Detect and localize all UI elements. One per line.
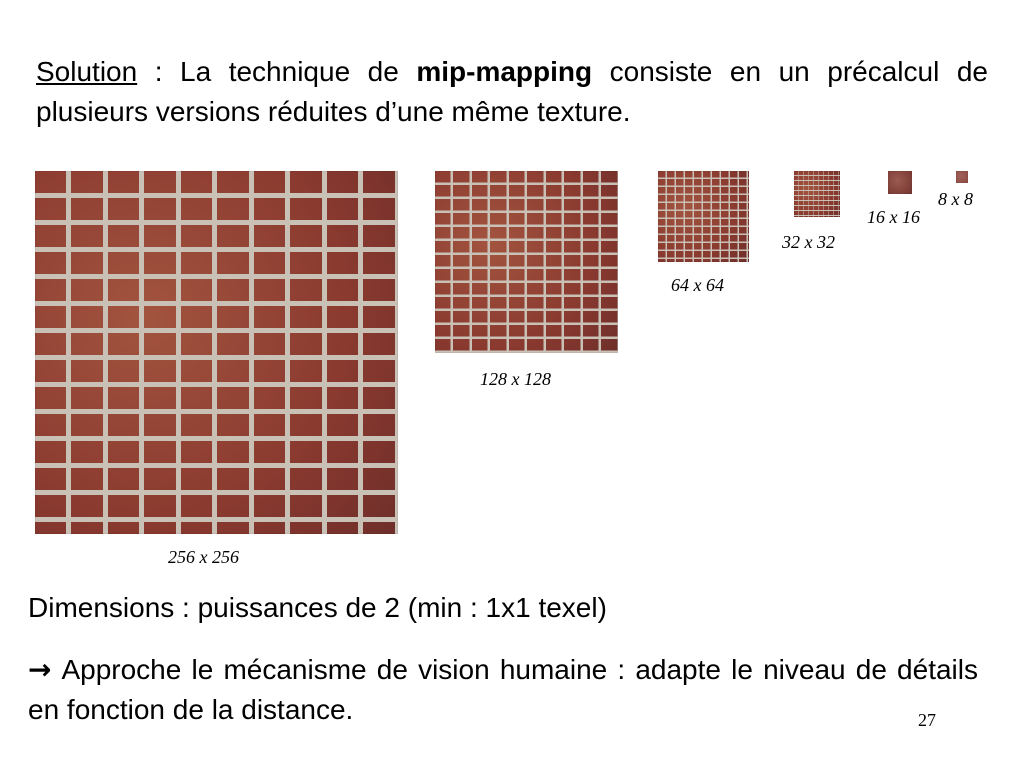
dimensions-text: Dimensions : puissances de 2 (min : 1x1 texel) [28,592,607,623]
texture-128 [435,171,618,353]
caption-64: 64 x 64 [671,275,724,295]
approach-text: Approche le mécanisme de vision humaine : adapte le niveau de détails en fonction de la distance. [28,654,978,725]
caption-32: 32 x 32 [782,232,835,252]
right-arrow-icon: → [28,653,52,686]
caption-128: 128 x 128 [480,369,551,389]
caption-8: 8 x 8 [938,189,973,209]
caption-256: 256 x 256 [168,547,239,567]
page-number: 27 [918,710,936,730]
texture-16 [888,171,912,194]
solution-label: Solution [36,56,138,87]
caption-16: 16 x 16 [867,207,920,227]
intro-text-2: consiste en un précalcul de plusieurs versions réduites d’une même texture. [36,56,988,127]
texture-256 [35,171,398,534]
texture-8 [956,171,968,183]
intro-text-1: : La technique de [137,56,417,87]
texture-32 [794,171,840,217]
texture-64 [658,171,749,262]
approach-paragraph [28,650,978,730]
intro-paragraph [36,52,988,132]
mip-mapping-term: mip-mapping [416,56,593,87]
